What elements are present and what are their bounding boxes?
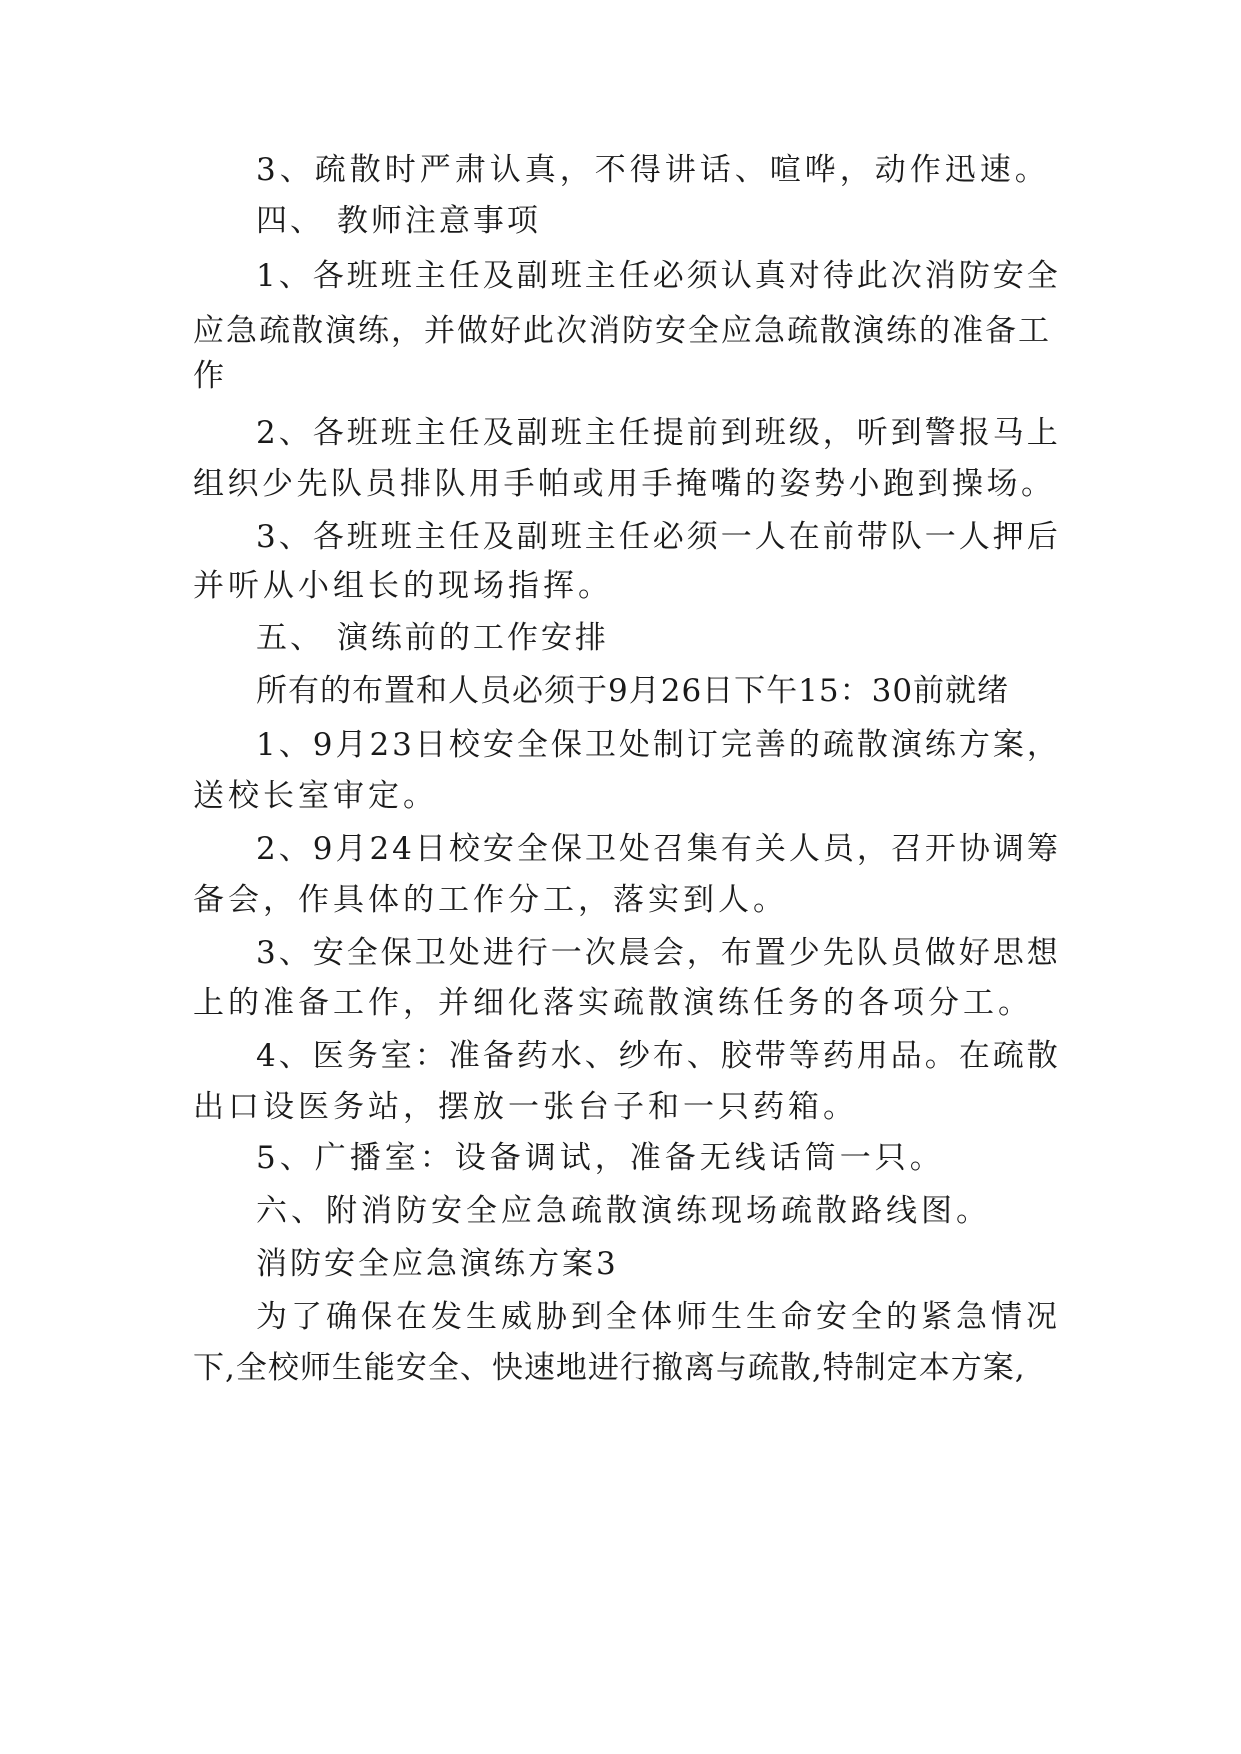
document-title: 消防安全应急演练方案3 [256,1246,619,1282]
paragraph-line: 应急疏散演练，并做好此次消防安全应急疏散演练的准备工 [193,313,1051,349]
paragraph-line: 作 [193,358,228,394]
paragraph-line: 2、各班班主任及副班主任提前到班级，听到警报马上 [256,415,1061,451]
section-heading: 五、 演练前的工作安排 [256,620,609,656]
paragraph-line: 下,全校师生能安全、快速地进行撤离与疏散,特制定本方案, [193,1350,1026,1386]
paragraph-line: 5、广播室：设备调试，准备无线话筒一只。 [256,1140,945,1176]
paragraph-line: 组织少先队员排队用手帕或用手掩嘴的姿势小跑到操场。 [193,466,1056,502]
paragraph-line: 出口设医务站，摆放一张台子和一只药箱。 [193,1089,858,1125]
paragraph-line: 并听从小组长的现场指挥。 [193,568,613,604]
section-heading: 四、 教师注意事项 [256,203,541,239]
paragraph-line: 3、各班班主任及副班主任必须一人在前带队一人押后 [256,519,1061,555]
paragraph-line: 上的准备工作，并细化落实疏散演练任务的各项分工。 [193,985,1033,1021]
paragraph-line: 送校长室审定。 [193,778,438,814]
paragraph-line: 备会，作具体的工作分工，落实到人。 [193,882,788,918]
paragraph-line: 六、附消防安全应急疏散演练现场疏散路线图。 [256,1193,991,1229]
paragraph-line: 3、安全保卫处进行一次晨会，布置少先队员做好思想 [256,935,1061,971]
paragraph-line: 4、医务室：准备药水、纱布、胶带等药用品。在疏散 [256,1038,1061,1074]
paragraph-line: 1、9月23日校安全保卫处制订完善的疏散演练方案， [256,727,1061,763]
paragraph-line: 2、9月24日校安全保卫处召集有关人员，召开协调筹 [256,831,1061,867]
paragraph-line: 所有的布置和人员必须于9月26日下午15：30前就绪 [256,673,1010,709]
paragraph-line: 为了确保在发生威胁到全体师生生命安全的紧急情况 [256,1299,1061,1335]
paragraph-line: 3、疏散时严肃认真，不得讲话、喧哗，动作迅速。 [256,152,1050,188]
paragraph-line: 1、各班班主任及副班主任必须认真对待此次消防安全 [256,258,1061,294]
